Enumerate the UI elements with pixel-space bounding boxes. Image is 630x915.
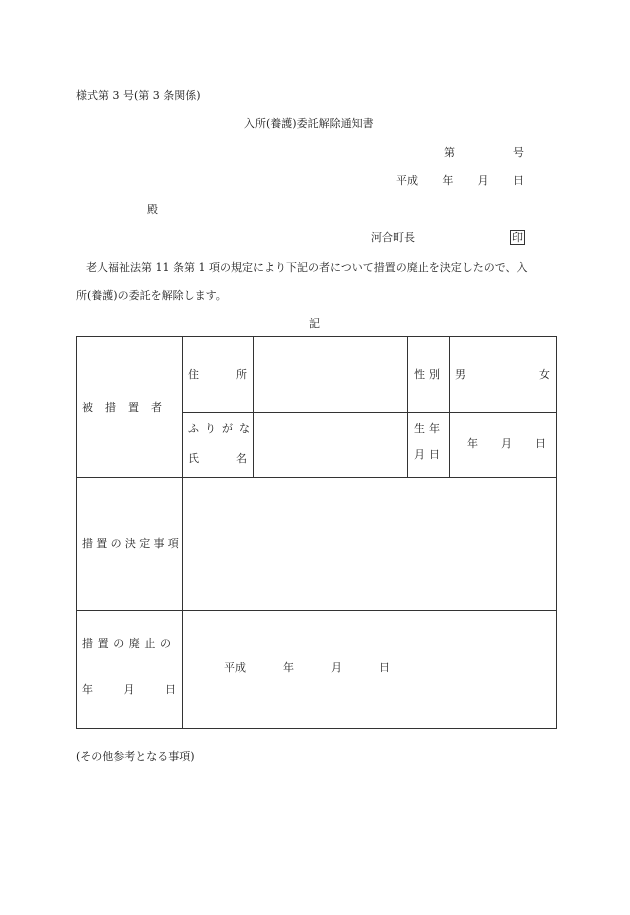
birth-label-1: 生年 <box>414 422 444 435</box>
address-label-char-2: 所 <box>236 368 247 381</box>
birth-date <box>467 437 546 451</box>
issue-date-month: 月 <box>477 174 489 187</box>
birth-label-2: 月日 <box>414 448 444 461</box>
seal-mark <box>510 230 525 245</box>
number-suffix: 号 <box>513 146 524 159</box>
sex-female: 女 <box>539 368 550 381</box>
seal-box: 印 <box>512 231 523 244</box>
form-number: 様式第 3 号(第 3 条関係) <box>76 89 201 102</box>
document-number-line <box>444 146 524 160</box>
abolish-label-2 <box>82 683 176 697</box>
issuer-title: 河合町長 <box>371 231 415 244</box>
table-rule-h3 <box>76 610 557 611</box>
abolish-label-month: 月 <box>123 683 135 696</box>
sex-label: 性別 <box>414 368 444 381</box>
document-title: 入所(養護)委託解除通知書 <box>244 117 374 130</box>
name-label-char-1: 氏 <box>188 452 199 465</box>
birth-day: 日 <box>535 437 546 450</box>
address-label <box>188 368 247 382</box>
number-prefix: 第 <box>444 146 455 159</box>
name-label <box>188 452 247 466</box>
abolish-label-day: 日 <box>165 683 176 696</box>
issue-date-line <box>396 174 524 188</box>
abolish-label-1: 措置の廃止の <box>82 637 176 650</box>
name-label-char-2: 名 <box>236 452 247 465</box>
table-rule-h1 <box>182 412 557 413</box>
table-rule-v3 <box>407 336 408 478</box>
sex-male: 男 <box>455 368 466 381</box>
birth-year: 年 <box>467 437 478 450</box>
table-rule-v2 <box>253 336 254 478</box>
furigana-label: ふりがな <box>188 422 256 435</box>
ki-heading: 記 <box>309 317 320 330</box>
decision-label: 措置の決定事項 <box>82 537 183 550</box>
issue-date-day: 日 <box>512 174 524 187</box>
subject-label: 被措置者 <box>82 401 174 414</box>
abolish-date <box>224 661 390 675</box>
addressee-suffix: 殿 <box>147 203 158 216</box>
abolish-date-era: 平成 <box>224 661 246 674</box>
table-rule-v1 <box>182 336 183 729</box>
address-label-char-1: 住 <box>188 368 199 381</box>
table-rule-h2 <box>76 477 557 478</box>
abolish-date-day: 日 <box>379 661 390 674</box>
footer-note: (その他参考となる事項) <box>76 750 195 763</box>
abolish-date-year: 年 <box>283 661 294 674</box>
body-text-line-1: 老人福祉法第 11 条第 1 項の規定により下記の者について措置の廃止を決定したので、入 <box>86 261 528 274</box>
birth-month: 月 <box>501 437 512 450</box>
abolish-label-year: 年 <box>82 683 93 696</box>
table-rule-v4 <box>449 336 450 478</box>
issue-date-era: 平成 <box>396 174 418 187</box>
issue-date-year: 年 <box>442 174 454 187</box>
body-text-line-2: 所(養護)の委託を解除します。 <box>76 289 227 302</box>
details-table <box>76 336 556 728</box>
abolish-date-month: 月 <box>331 661 342 674</box>
